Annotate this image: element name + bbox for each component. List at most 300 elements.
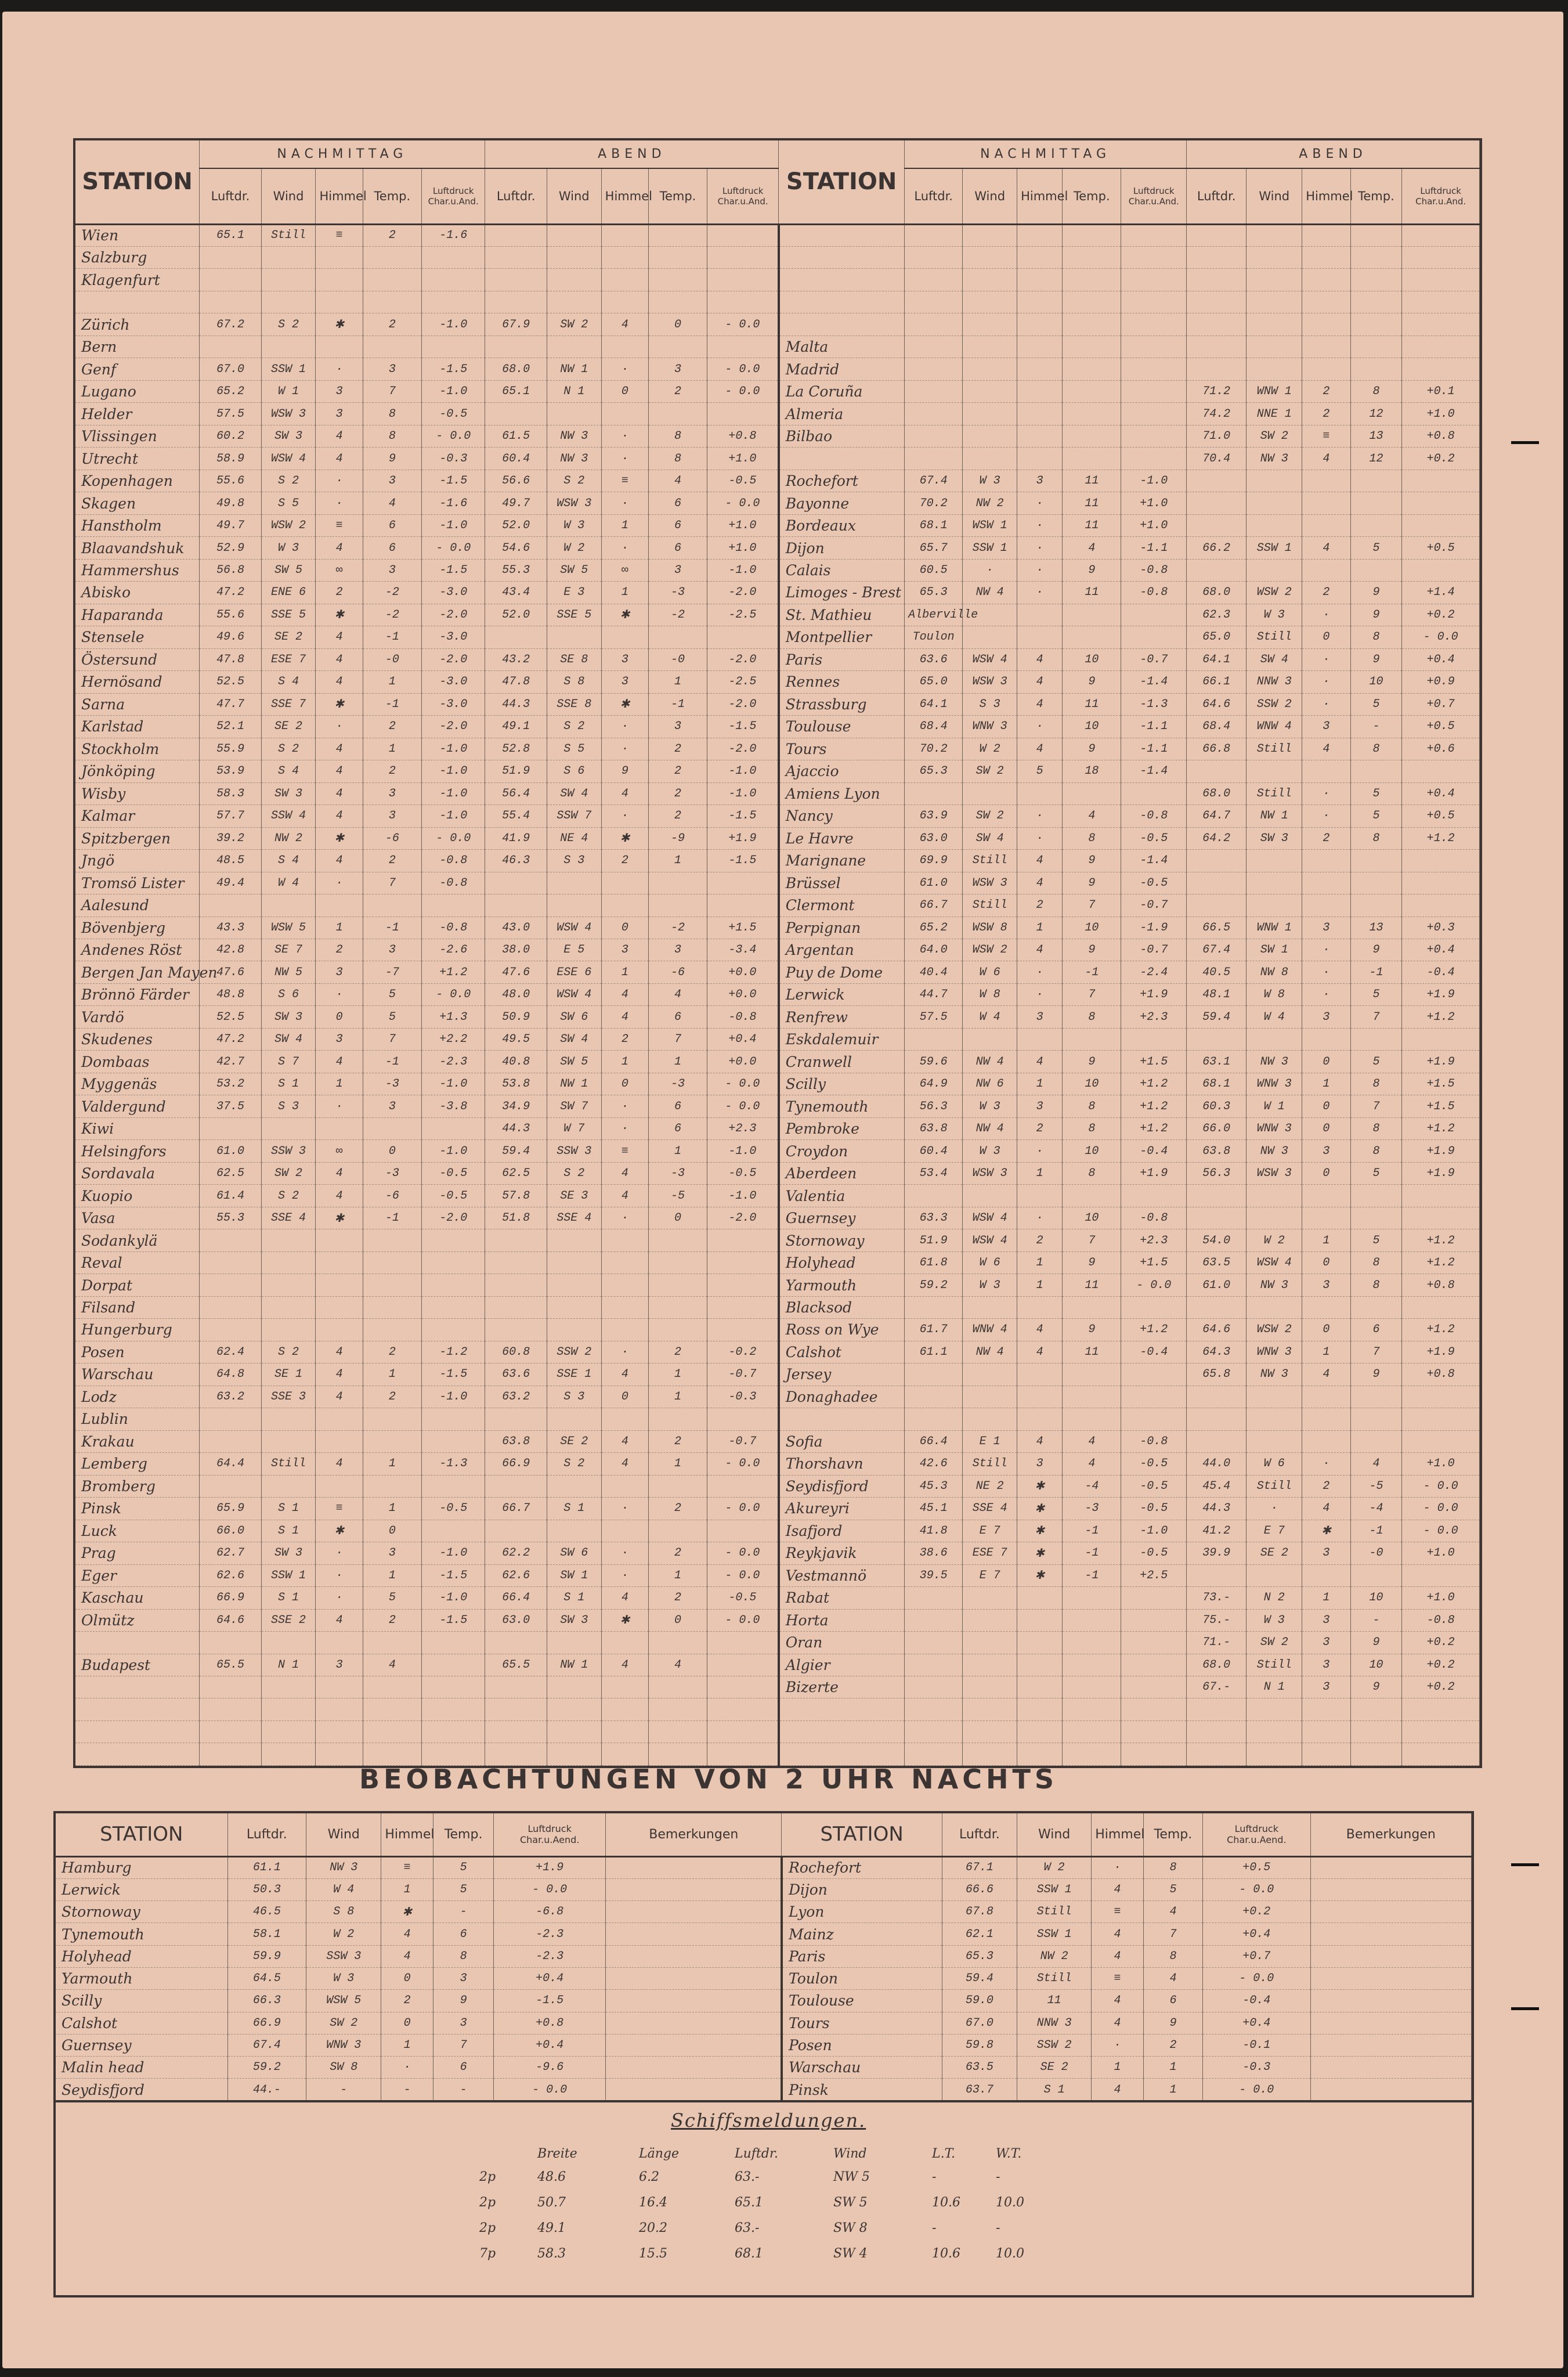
obs-cell xyxy=(963,1676,1017,1698)
obs-cell xyxy=(1402,1564,1480,1586)
obs-cell: W 2 xyxy=(1017,1856,1092,1878)
station-name: Le Havre xyxy=(779,827,905,849)
obs-cell: 2 xyxy=(381,1990,433,2012)
night-col-wind: Wind xyxy=(1017,1813,1092,1856)
obs-cell xyxy=(963,358,1017,380)
obs-cell xyxy=(905,1587,963,1609)
obs-cell xyxy=(1302,872,1350,894)
obs-cell: +0.4 xyxy=(494,1967,606,1989)
obs-cell: ✱ xyxy=(601,604,648,626)
obs-cell: 8 xyxy=(1350,380,1402,402)
obs-cell xyxy=(905,291,963,313)
obs-cell: SW 4 xyxy=(547,782,601,805)
obs-cell xyxy=(905,224,963,246)
station-name: Tynemouth xyxy=(56,1923,227,1945)
obs-cell xyxy=(1017,1720,1063,1743)
table-row xyxy=(75,648,1480,670)
obs-cell: · xyxy=(1017,827,1063,849)
obs-cell: Still xyxy=(1247,782,1302,805)
obs-cell: 2 xyxy=(363,850,421,872)
obs-cell xyxy=(1310,1878,1471,1900)
obs-cell xyxy=(547,1229,601,1251)
obs-cell: 4 xyxy=(648,470,707,492)
ship-col-longitude: Länge xyxy=(639,2147,679,2161)
obs-cell xyxy=(707,1698,779,1720)
obs-cell: +1.0 xyxy=(707,448,779,470)
obs-cell: S 8 xyxy=(547,671,601,693)
obs-cell xyxy=(1063,224,1121,246)
station-name: Marignane xyxy=(779,850,905,872)
obs-cell: -1.4 xyxy=(1121,671,1187,693)
obs-cell: 4 xyxy=(601,1364,648,1386)
obs-cell: NW 3 xyxy=(1247,1364,1302,1386)
obs-cell xyxy=(963,246,1017,268)
obs-cell xyxy=(547,1520,601,1542)
obs-cell: ✱ xyxy=(1017,1498,1063,1520)
obs-cell xyxy=(1121,448,1187,470)
table-row xyxy=(75,403,1480,425)
obs-cell: · xyxy=(1017,983,1063,1005)
obs-cell xyxy=(1302,1408,1350,1430)
obs-cell: NW 1 xyxy=(547,1654,601,1676)
obs-cell: SSW 1 xyxy=(1247,537,1302,559)
obs-cell xyxy=(485,291,547,313)
obs-cell xyxy=(1187,1386,1247,1408)
obs-cell xyxy=(200,1296,261,1318)
obs-cell: -0.5 xyxy=(1121,1542,1187,1564)
station-name: Horta xyxy=(779,1609,905,1631)
station-name: Clermont xyxy=(779,894,905,917)
station-name: Holyhead xyxy=(56,1945,227,1967)
obs-cell: 10 xyxy=(1350,671,1402,693)
obs-cell: 49.8 xyxy=(200,492,261,514)
obs-cell: 7 xyxy=(1063,1229,1121,1251)
ship-cell: 16.4 xyxy=(639,2195,667,2210)
obs-cell: -9.6 xyxy=(494,2057,606,2079)
obs-cell: 7 xyxy=(648,1028,707,1050)
obs-cell xyxy=(601,1251,648,1274)
obs-cell: -0.4 xyxy=(1121,1140,1187,1162)
obs-cell: 38.6 xyxy=(905,1542,963,1564)
table-row xyxy=(75,1564,1480,1586)
obs-cell xyxy=(1310,2012,1471,2034)
obs-cell xyxy=(1350,1296,1402,1318)
obs-cell: 4 xyxy=(1017,1341,1063,1363)
obs-cell: NE 2 xyxy=(963,1475,1017,1497)
observation-grid xyxy=(75,140,1480,1766)
obs-cell xyxy=(1121,380,1187,402)
obs-cell: NW 4 xyxy=(963,1117,1017,1139)
obs-cell: NW 1 xyxy=(547,358,601,380)
obs-cell: SW 7 xyxy=(547,1095,601,1117)
obs-cell: -2.0 xyxy=(707,648,779,670)
obs-cell xyxy=(421,1520,485,1542)
obs-cell xyxy=(1063,1654,1121,1676)
obs-cell: E 7 xyxy=(1247,1520,1302,1542)
station-name: Posen xyxy=(782,2034,942,2056)
obs-cell: NNE 1 xyxy=(1247,403,1302,425)
station-name: Oran xyxy=(779,1632,905,1654)
obs-cell xyxy=(648,1274,707,1296)
obs-cell: 44.3 xyxy=(1187,1498,1247,1520)
obs-cell: W 2 xyxy=(306,1923,381,1945)
obs-cell: WSW 8 xyxy=(963,917,1017,939)
obs-cell: 65.8 xyxy=(1187,1364,1247,1386)
obs-cell: 4 xyxy=(1092,2079,1144,2101)
station-name: Vardö xyxy=(75,1006,200,1028)
obs-cell: 3 xyxy=(316,1028,363,1050)
obs-cell: SSW 1 xyxy=(261,1564,316,1586)
obs-cell: -3 xyxy=(648,582,707,604)
obs-cell: -1.1 xyxy=(1121,537,1187,559)
ship-cell: 10.0 xyxy=(996,2195,1024,2210)
obs-cell: -2.0 xyxy=(421,716,485,738)
obs-cell: 9 xyxy=(1063,1051,1121,1073)
obs-cell xyxy=(1121,1185,1187,1207)
obs-cell: W 3 xyxy=(963,1140,1017,1162)
obs-cell xyxy=(1063,1185,1121,1207)
obs-cell: -3 xyxy=(363,1073,421,1095)
obs-cell: · xyxy=(316,1542,363,1564)
obs-cell xyxy=(707,894,779,917)
obs-cell xyxy=(707,1274,779,1296)
obs-cell: SW 2 xyxy=(1247,1632,1302,1654)
obs-cell: - 0.0 xyxy=(1203,2079,1311,2101)
obs-cell xyxy=(1302,850,1350,872)
obs-cell: · xyxy=(316,358,363,380)
obs-cell xyxy=(601,626,648,648)
obs-cell xyxy=(1302,492,1350,514)
table-row xyxy=(75,983,1480,1005)
obs-cell: · xyxy=(1302,671,1350,693)
obs-cell: -3.8 xyxy=(421,1095,485,1117)
obs-cell: · xyxy=(1017,1140,1063,1162)
table-row xyxy=(75,716,1480,738)
obs-cell: 46.3 xyxy=(485,850,547,872)
obs-cell: SSW 2 xyxy=(547,1341,601,1363)
obs-cell: ESE 6 xyxy=(547,961,601,983)
obs-cell xyxy=(707,246,779,268)
obs-cell: 59.6 xyxy=(905,1051,963,1073)
obs-cell: 63.1 xyxy=(1187,1051,1247,1073)
obs-cell: 5 xyxy=(1350,537,1402,559)
obs-cell: 45.1 xyxy=(905,1498,963,1520)
obs-cell xyxy=(963,1364,1017,1386)
ship-col-pressure: Luftdr. xyxy=(735,2147,778,2161)
obs-cell: +1.0 xyxy=(707,514,779,536)
obs-cell xyxy=(200,246,261,268)
obs-cell xyxy=(1302,1207,1350,1229)
obs-cell: 4 xyxy=(316,805,363,827)
station-name: Brönnö Färder xyxy=(75,983,200,1005)
obs-cell: 8 xyxy=(1350,1274,1402,1296)
obs-cell: · xyxy=(963,559,1017,581)
obs-cell xyxy=(1187,470,1247,492)
obs-cell xyxy=(1187,1564,1247,1586)
obs-cell: · xyxy=(1247,1498,1302,1520)
obs-cell xyxy=(601,246,648,268)
table-row xyxy=(75,1453,1480,1475)
obs-cell xyxy=(547,1698,601,1720)
obs-cell: -0.5 xyxy=(707,1162,779,1184)
obs-cell xyxy=(1350,850,1402,872)
obs-cell: -1.3 xyxy=(421,1453,485,1475)
obs-cell: S 3 xyxy=(963,693,1017,715)
obs-cell xyxy=(1302,1185,1350,1207)
station-name: Warschau xyxy=(75,1364,200,1386)
obs-cell xyxy=(1187,269,1247,291)
obs-cell: SW 3 xyxy=(261,425,316,447)
obs-cell xyxy=(905,782,963,805)
obs-cell: 2 xyxy=(648,1430,707,1452)
obs-cell: 63.9 xyxy=(905,805,963,827)
obs-cell: 62.3 xyxy=(1187,604,1247,626)
obs-cell: 3 xyxy=(363,939,421,961)
obs-cell: 3 xyxy=(363,782,421,805)
obs-cell: 9 xyxy=(1063,939,1121,961)
table-row xyxy=(75,358,1480,380)
obs-cell: S 2 xyxy=(261,1185,316,1207)
table-row xyxy=(75,1475,1480,1497)
obs-cell: 6 xyxy=(1143,1990,1202,2012)
obs-cell xyxy=(707,269,779,291)
obs-cell xyxy=(1302,1698,1350,1720)
obs-cell: +2.3 xyxy=(707,1117,779,1139)
table-row xyxy=(75,1430,1480,1452)
obs-cell: - 0.0 xyxy=(1402,626,1480,648)
obs-cell: WSW 3 xyxy=(1247,1162,1302,1184)
obs-cell: -0.8 xyxy=(1121,1207,1187,1229)
obs-cell: 6 xyxy=(648,492,707,514)
obs-cell: 3 xyxy=(433,2012,494,2034)
obs-cell xyxy=(261,1296,316,1318)
obs-cell xyxy=(1063,1632,1121,1654)
obs-cell xyxy=(1063,1698,1121,1720)
table-row xyxy=(75,582,1480,604)
obs-cell: 2 xyxy=(648,805,707,827)
obs-cell xyxy=(1302,358,1350,380)
obs-cell: - 0.0 xyxy=(707,1609,779,1631)
obs-cell xyxy=(1302,1386,1350,1408)
col-sky: Himmel xyxy=(601,168,648,224)
obs-cell: 12 xyxy=(1350,448,1402,470)
obs-cell: 1 xyxy=(1302,1073,1350,1095)
station-name: Vasa xyxy=(75,1207,200,1229)
obs-cell: 4 xyxy=(1017,939,1063,961)
obs-cell: 50.9 xyxy=(485,1006,547,1028)
obs-cell: 56.3 xyxy=(1187,1162,1247,1184)
obs-cell: · xyxy=(1302,1453,1350,1475)
obs-cell: 56.6 xyxy=(485,470,547,492)
obs-cell xyxy=(905,246,963,268)
station-name: Sodankylä xyxy=(75,1229,200,1251)
obs-cell: -1.0 xyxy=(421,1587,485,1609)
obs-cell xyxy=(316,1632,363,1654)
obs-cell: -0.8 xyxy=(421,850,485,872)
table-row xyxy=(75,805,1480,827)
obs-cell xyxy=(1302,1028,1350,1050)
obs-cell: SSE 4 xyxy=(261,1207,316,1229)
obs-cell: 1 xyxy=(1302,1341,1350,1363)
obs-cell: -1 xyxy=(363,693,421,715)
obs-cell: 3 xyxy=(1302,1006,1350,1028)
obs-cell xyxy=(1402,1743,1480,1766)
obs-cell: W 6 xyxy=(963,961,1017,983)
obs-cell: 59.9 xyxy=(227,1945,306,1967)
obs-cell: +0.5 xyxy=(1402,716,1480,738)
obs-cell: -0.5 xyxy=(1121,1475,1187,1497)
station-name: Filsand xyxy=(75,1296,200,1318)
obs-cell: 2 xyxy=(601,850,648,872)
obs-cell: SSE 8 xyxy=(547,693,601,715)
obs-cell: Still xyxy=(261,1453,316,1475)
obs-cell: - xyxy=(1350,716,1402,738)
obs-cell xyxy=(963,782,1017,805)
station-name: Malin head xyxy=(56,2057,227,2079)
obs-cell: NW 2 xyxy=(963,492,1017,514)
obs-cell xyxy=(261,291,316,313)
obs-cell: - 0.0 xyxy=(421,537,485,559)
station-name: Yarmouth xyxy=(56,1967,227,1989)
obs-cell xyxy=(1187,1185,1247,1207)
obs-cell: 10 xyxy=(1350,1587,1402,1609)
table-row xyxy=(75,1676,1480,1698)
obs-cell: 44.3 xyxy=(485,693,547,715)
obs-cell: +1.5 xyxy=(1121,1051,1187,1073)
obs-cell: 42.6 xyxy=(905,1453,963,1475)
obs-cell xyxy=(1063,1587,1121,1609)
obs-cell xyxy=(1247,1028,1302,1050)
obs-cell: 63.8 xyxy=(485,1430,547,1452)
station-name: St. Mathieu xyxy=(779,604,905,626)
station-name: Kaschau xyxy=(75,1587,200,1609)
table-row xyxy=(75,492,1480,514)
ship-cell: 50.7 xyxy=(537,2195,566,2210)
station-name: Calshot xyxy=(56,2012,227,2034)
table-row xyxy=(56,2079,1472,2101)
obs-cell xyxy=(1402,291,1480,313)
obs-cell: -1.0 xyxy=(421,1073,485,1095)
night-col-pressure-change: Luftdruck Char.u.Aend. xyxy=(494,1813,606,1856)
obs-cell: · xyxy=(1302,604,1350,626)
obs-cell: 64.6 xyxy=(1187,1319,1247,1341)
obs-cell: 7 xyxy=(1350,1341,1402,1363)
obs-cell xyxy=(963,1386,1017,1408)
obs-cell: 4 xyxy=(648,983,707,1005)
obs-cell: 6 xyxy=(648,514,707,536)
obs-cell: 8 xyxy=(648,425,707,447)
obs-cell xyxy=(601,1296,648,1318)
obs-cell: 73.- xyxy=(1187,1587,1247,1609)
obs-cell: WNW 3 xyxy=(1247,1117,1302,1139)
obs-cell xyxy=(261,1319,316,1341)
station-name: Calais xyxy=(779,559,905,581)
obs-cell xyxy=(363,894,421,917)
night-col-temp: Temp. xyxy=(1143,1813,1202,1856)
station-name: Pinsk xyxy=(782,2079,942,2101)
obs-cell: 2 xyxy=(1017,894,1063,917)
station-name: Toulouse xyxy=(779,716,905,738)
obs-cell: 65.2 xyxy=(905,917,963,939)
obs-cell xyxy=(200,1720,261,1743)
obs-cell: 66.2 xyxy=(1187,537,1247,559)
obs-cell: 2 xyxy=(1302,582,1350,604)
station-name: Tours xyxy=(782,2012,942,2034)
obs-cell: SE 2 xyxy=(547,1430,601,1452)
col-pressure: Luftdr. xyxy=(905,168,963,224)
obs-cell: 2 xyxy=(363,1386,421,1408)
station-name: Stornoway xyxy=(56,1901,227,1923)
obs-cell xyxy=(905,1676,963,1698)
obs-cell: 60.2 xyxy=(200,425,261,447)
station-name: Vestmannö xyxy=(779,1564,905,1586)
obs-cell xyxy=(316,1475,363,1497)
obs-cell: 71.- xyxy=(1187,1632,1247,1654)
obs-cell: NW 6 xyxy=(963,1073,1017,1095)
obs-cell: 56.3 xyxy=(905,1095,963,1117)
obs-cell: 52.0 xyxy=(485,514,547,536)
obs-cell xyxy=(1402,760,1480,782)
obs-cell: -3.0 xyxy=(421,671,485,693)
obs-cell xyxy=(1017,1386,1063,1408)
obs-cell: 9 xyxy=(1350,939,1402,961)
obs-cell: 4 xyxy=(363,1654,421,1676)
obs-cell: 9 xyxy=(1350,1676,1402,1698)
station-name: Klagenfurt xyxy=(75,269,200,291)
obs-cell xyxy=(1121,1386,1187,1408)
obs-cell: - 0.0 xyxy=(707,1073,779,1095)
obs-cell xyxy=(601,336,648,358)
obs-cell: 8 xyxy=(1350,1117,1402,1139)
obs-cell: -1.0 xyxy=(421,738,485,760)
station-name: Helsingfors xyxy=(75,1140,200,1162)
obs-cell: 4 xyxy=(1092,1990,1144,2012)
obs-cell: SW 5 xyxy=(261,559,316,581)
station-name: Bövenbjerg xyxy=(75,917,200,939)
obs-cell: 11 xyxy=(1063,1274,1121,1296)
obs-cell: · xyxy=(601,1341,648,1363)
obs-cell: 4 xyxy=(316,1051,363,1073)
obs-cell: W 4 xyxy=(261,872,316,894)
table-row xyxy=(75,559,1480,581)
obs-cell xyxy=(1402,1430,1480,1452)
obs-cell: 8 xyxy=(1350,738,1402,760)
station-name: Myggenäs xyxy=(75,1073,200,1095)
obs-cell: +1.0 xyxy=(1121,514,1187,536)
obs-cell: -2 xyxy=(363,604,421,626)
obs-cell: N 2 xyxy=(1247,1587,1302,1609)
table-row xyxy=(56,1923,1472,1945)
obs-cell xyxy=(1121,1720,1187,1743)
table-row xyxy=(75,1698,1480,1720)
obs-cell xyxy=(316,336,363,358)
obs-cell: 3 xyxy=(316,1654,363,1676)
obs-cell: -0.5 xyxy=(421,1498,485,1520)
obs-cell xyxy=(1063,1364,1121,1386)
obs-cell: +1.5 xyxy=(707,917,779,939)
obs-cell: 1 xyxy=(648,850,707,872)
obs-cell: 55.4 xyxy=(485,805,547,827)
station-name: Lugano xyxy=(75,380,200,402)
obs-cell: S 2 xyxy=(547,1453,601,1475)
obs-cell xyxy=(963,1609,1017,1631)
obs-cell: -1.5 xyxy=(707,850,779,872)
obs-cell: 64.9 xyxy=(905,1073,963,1095)
obs-cell xyxy=(316,1117,363,1139)
obs-cell xyxy=(1302,269,1350,291)
obs-cell xyxy=(1350,1408,1402,1430)
table-row xyxy=(75,1229,1480,1251)
